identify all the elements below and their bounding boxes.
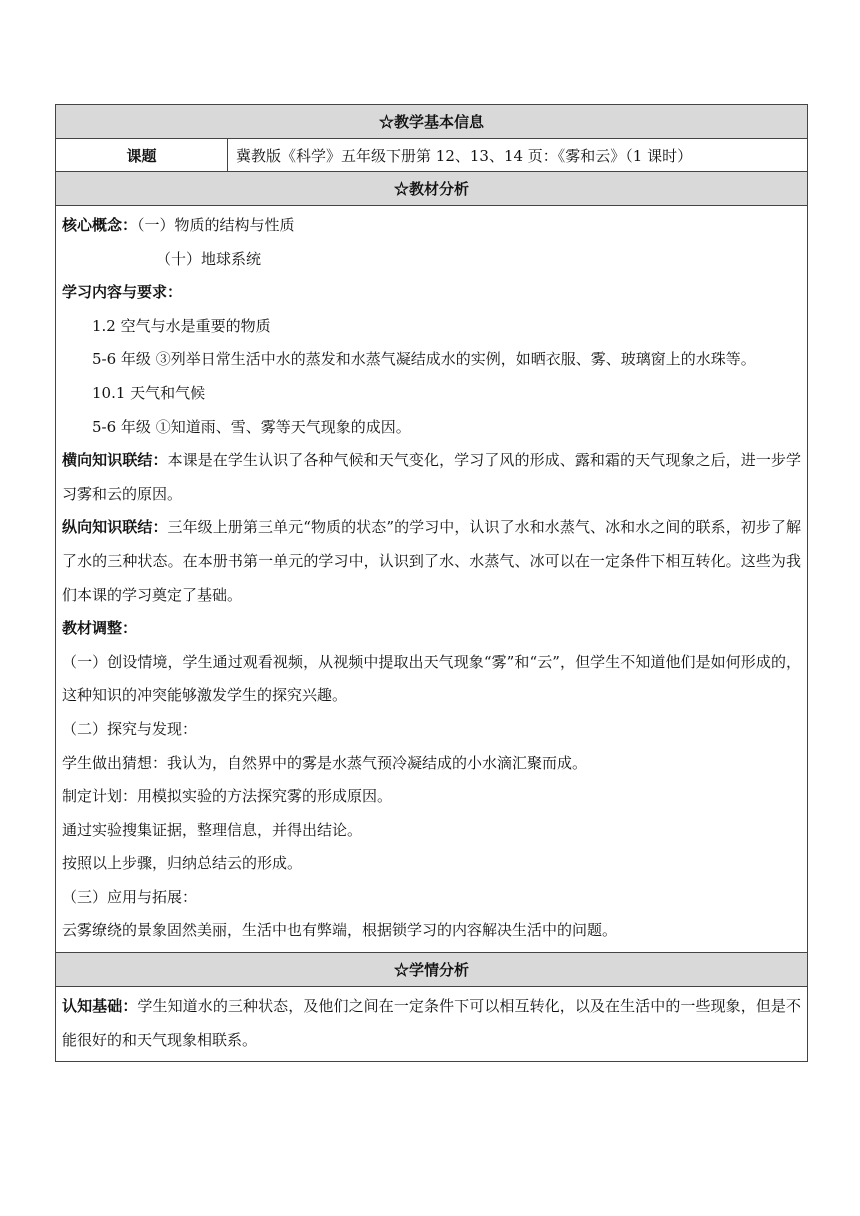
vertical-link-label: 纵向知识联结： bbox=[62, 518, 168, 537]
topic-label: 课题 bbox=[56, 139, 228, 172]
lesson-plan-table bbox=[55, 104, 808, 1062]
adjust-2: （二）探究与发现： bbox=[62, 719, 198, 738]
basic-info-header-row bbox=[56, 105, 808, 139]
adjust-1: （一）创设情境，学生通过观看视频，从视频中提取出天气现象“雾”和“云”，但学生不知道他们是如何形成的，这种知识的冲突能够激发学生的探究兴趣。 bbox=[62, 652, 802, 705]
requirements-label: 学习内容与要求： bbox=[62, 283, 183, 302]
student-analysis-header-row bbox=[56, 953, 808, 987]
core-concept-label: 核心概念： bbox=[62, 216, 138, 234]
material-analysis-header-row bbox=[56, 172, 808, 206]
vertical-link bbox=[62, 511, 801, 612]
requirement-4: 5-6 年级 ①知道雨、雪、雾等天气现象的成因。 bbox=[92, 417, 411, 436]
adjust-3: 学生做出猜想：我认为，自然界中的雾是水蒸气预冷凝结成的小水滴汇聚而成。 bbox=[62, 753, 588, 772]
student-analysis-header: ☆学情分析 bbox=[56, 953, 808, 987]
adjust-7: （三）应用与拓展： bbox=[62, 887, 198, 906]
student-analysis-row bbox=[56, 987, 808, 1062]
core-concept-2: （十）地球系统 bbox=[156, 249, 262, 268]
requirement-1: 1.2 空气与水是重要的物质 bbox=[92, 316, 271, 335]
adjust-8: 云雾缭绕的景象固然美丽，生活中也有弊端，根据锁学习的内容解决生活中的问题。 bbox=[62, 921, 618, 940]
core-concept-line bbox=[62, 209, 801, 243]
requirement-2: 5-6 年级 ③列举日常生活中水的蒸发和水蒸气凝结成水的实例，如晒衣服、雾、玻璃窗上的水珠等。 bbox=[92, 350, 756, 369]
adjust-4: 制定计划：用模拟实验的方法探究雾的形成原因。 bbox=[62, 787, 393, 806]
adjust-6: 按照以上步骤，归纳总结云的形成。 bbox=[62, 854, 303, 873]
lesson-plan-page bbox=[55, 104, 807, 1062]
basic-info-header: ☆教学基本信息 bbox=[56, 105, 808, 139]
vertical-link-text: 三年级上册第三单元“物质的状态”的学习中，认识了水和水蒸气、冰和水之间的联系，初步了解了水的三种状态。在本册书第一单元的学习中，认识到了水、水蒸气、冰可以在一定条件下相互转化。这些为我们本课的学习奠定了基础。 bbox=[62, 518, 802, 604]
topic-row bbox=[56, 139, 808, 172]
horizontal-link-label: 横向知识联结： bbox=[62, 451, 168, 470]
material-analysis-row bbox=[56, 206, 808, 953]
student-analysis-content bbox=[56, 987, 808, 1062]
adjust-5: 通过实验搜集证据，整理信息，并得出结论。 bbox=[62, 820, 363, 839]
core-concept-1: （一）物质的结构与性质 bbox=[137, 216, 295, 234]
material-analysis-header: ☆教材分析 bbox=[56, 172, 808, 206]
topic-value: 冀教版《科学》五年级下册第 12、13、14 页：《雾和云》（1 课时） bbox=[228, 139, 808, 172]
adjust-label: 教材调整： bbox=[62, 619, 138, 638]
horizontal-link bbox=[62, 444, 801, 511]
cognitive-basis-text: 学生知道水的三种状态，及他们之间在一定条件下可以相互转化，以及在生活中的一些现象，但是不能很好的和天气现象相联系。 bbox=[62, 997, 801, 1049]
material-analysis-content bbox=[56, 206, 808, 953]
cognitive-basis-label: 认知基础： bbox=[62, 997, 138, 1016]
horizontal-link-text: 本课是在学生认识了各种气候和天气变化，学习了风的形成、露和霜的天气现象之后，进一步学习雾和云的原因。 bbox=[62, 451, 802, 503]
requirement-3: 10.1 天气和气候 bbox=[92, 383, 206, 402]
cognitive-basis bbox=[62, 990, 801, 1057]
